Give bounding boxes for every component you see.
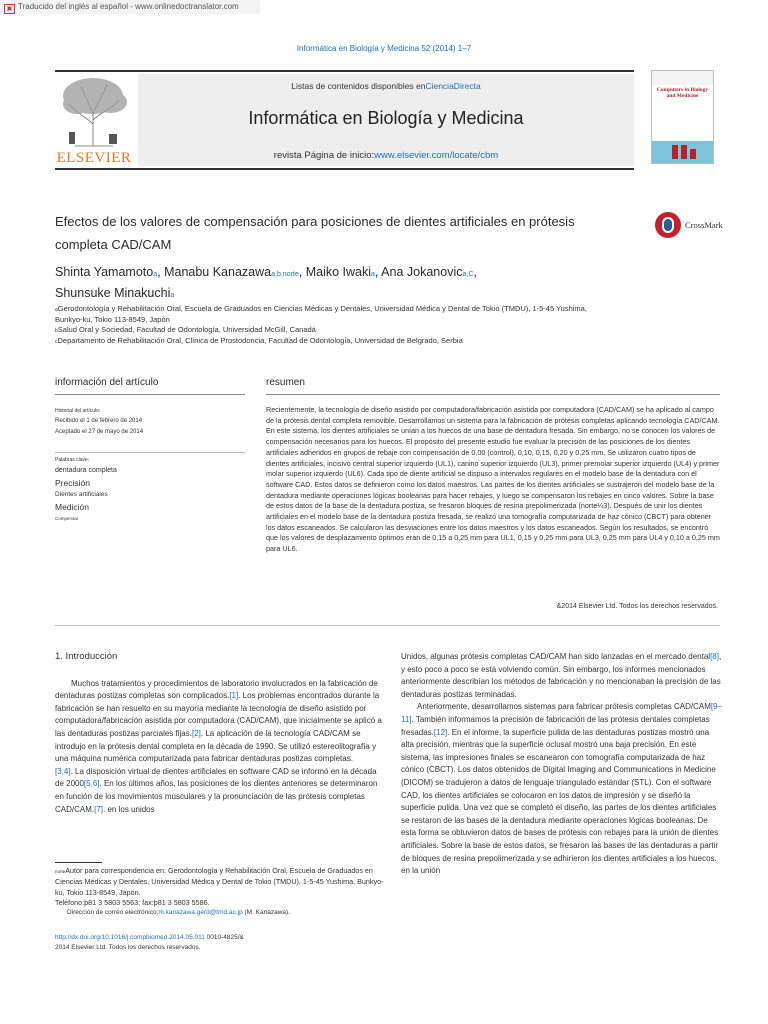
sciencedirect-link[interactable]: CienciaDirecta <box>425 81 481 91</box>
citation-link[interactable]: [8] <box>710 652 719 661</box>
keywords-rule <box>55 452 245 453</box>
body-paragraph: Anteriormente, desarrollamos sistemas para fabricar prótesis completas CAD/CAM[9–11]. También informamos la precisión de fabricación de las prótesis dentales completas fresadas.[12]. En el informe, la superficie pulida de las dentaduras postizas mostró una alta precisión, mientras que la superficie oclusal mostró una baja precisión. En este sistema, las impresiones finales se escanearon con tomografía computarizada de haz cónico (CBCT). Los datos obtenidos de Digital Imaging and Communications in Medicine (DICOM) se tradujeron a datos de lenguaje triangulado estándar (STL). Con el software CAD, los dientes artificiales se colocaron en los datos de impresión y se diseñó la superficie pulida. Una vez que se completó el diseño, las partes de los dientes artificiales se restaron de las bases de la dentadura mediante operaciones lógicas booleanas. De esta forma se obtuvieron datos de bases de prótesis con rebajes para la unión de dientes artificiales. Sobre la base de estos datos, se fresaron las bases de las dentaduras a partir de bloques de resina prepolimerizada y se adhirieron los dientes artificiales a los huecos. en la unión <box>401 702 723 876</box>
author-name: Shunsuke Minakuchi <box>55 286 171 300</box>
affiliations <box>55 304 655 347</box>
abstract-bottom-rule <box>55 625 720 626</box>
author-name: Manabu Kanazawa <box>164 265 272 279</box>
footnote-text: norteAutor para correspondencia en: Gerodontología y Rehabilitación Oral, Escuela de Graduados en Ciencias Médicas y Dentales, Universidad Médica y Dental de Tokio (TMDU), 1-5-45 Yushima, Bunkyo-ku, Tokio 113-8549, Japón. <box>55 866 384 897</box>
abstract-rule <box>266 394 720 395</box>
cover-graphic-block <box>672 145 678 159</box>
affiliation-item: Bunkyo-ku, Tokio 113-8549, Japón <box>55 315 170 324</box>
author-name: Ana Jokanovic <box>381 265 463 279</box>
keywords-label: Palabras clave: <box>55 457 90 463</box>
author-email-link[interactable]: m.kanazawa.gerd@tmd.ac.jp <box>158 909 243 917</box>
issn: 0010-4825/& <box>204 934 244 941</box>
abstract-heading: resumen <box>266 377 305 388</box>
translator-banner[interactable] <box>0 0 260 14</box>
body-paragraph: Muchos tratamientos y procedimientos de laboratorio involucrados en la fabricación de dentaduras postizas completas son complicados.[1]. Los problemas encontrados durante la fabricación se han resuelto en su mayoría mediante la tecnología de diseño asistido por computadora/fabricación asistida por computadora (CAD/CAM), que inicialmente se aplicó a las dentaduras postizas parciales fijas.[2]. La aplicación de la tecnología CAD/CAM se introdujo en la prótesis dental completa en la década de 1990. Se utilizó estereolitografía y una máquina numérica computarizada para fabricar dentaduras postizas completas. [3,4]. La disposición virtual de dientes artificiales en software CAD se informó en la década de 2000[5,6]. En los últimos años, las posiciones de los dientes anteriores se determinaron en función de los movimientos musculares y la pronunciación de las prótesis completas CAD/CAM.[7]. en los unidos <box>55 678 382 814</box>
author-affiliation-mark[interactable]: a <box>170 292 175 299</box>
crossmark-label: CrossMark <box>685 220 723 230</box>
citation-link[interactable]: [5,6] <box>83 779 100 789</box>
cover-top-band <box>652 71 713 85</box>
body-column-right <box>401 651 723 878</box>
article-title-line-2: completa CAD/CAM <box>55 237 172 252</box>
citation-link[interactable]: [2] <box>191 728 201 738</box>
footnote-email-line: Dirección de correo electrónico:m.kanazawa.gerd@tmd.ac.jp (M. Kanazawa). <box>67 909 291 917</box>
correspondence-footnote <box>55 866 385 918</box>
author-list: Shinta Yamamotoa, Manabu Kanazawaa,b,norte, Maiko Iwakia, Ana Jokanovica,C, Shunsuke Minakuchia <box>55 265 477 300</box>
doi-link[interactable]: http://dx.doi.org/10.1016/j.compbiomed.2014.05.011 <box>55 934 205 941</box>
article-history <box>55 407 245 438</box>
doi-copyright: 2014 Elsevier Ltd. Todos los derechos reservados. <box>55 944 201 951</box>
footnote-phone: Teléfono:þ81 3 5803 5563; fax:þ81 3 5803 5586. <box>55 897 210 907</box>
homepage-prefix: revista Página de inicio: <box>273 150 375 161</box>
keyword: Precisión <box>55 478 90 488</box>
article-title-line-1: Efectos de los valores de compensación para posiciones de dientes artificiales en prótesis <box>55 214 575 229</box>
cover-graphic-block <box>690 149 696 159</box>
article-info-rule <box>55 394 245 395</box>
elsevier-wordmark: ELSEVIER <box>56 150 132 166</box>
doi-block <box>55 933 385 953</box>
article-info-heading: información del artículo <box>55 377 159 388</box>
affiliation-item: cDepartamento de Rehabilitación Oral, Clínica de Prostodoncia, Facultad de Odontología, Universidad de Belgrado, Serbia <box>55 336 463 345</box>
journal-title: Informática en Biología y Medicina <box>248 108 524 128</box>
keywords <box>55 456 245 525</box>
body-column-left <box>55 651 385 816</box>
pdf-translate-icon: ▣ <box>4 4 15 14</box>
citation-link[interactable]: [1] <box>229 691 239 701</box>
contents-availability-line <box>138 81 634 91</box>
citation-link[interactable]: [9–11] <box>401 702 723 724</box>
cover-title: Computers in Biology and Medicine <box>656 87 709 99</box>
body-paragraph: Unidos, algunas prótesis completas CAD/CAM han sido lanzadas en el mercado dental[8], y esto poco a poco se está volviendo común. Sin embargo, los informes mencionados anteriormente describían los métodos de fabricación y no mencionaban la precisión de las dentaduras postizas terminadas. <box>401 652 722 699</box>
header-bottom-rule <box>55 168 634 170</box>
translator-banner-text: Traducido del inglés al español - www.onlinedoctranslator.com <box>18 2 239 11</box>
keyword: Medición <box>55 502 90 512</box>
crossmark-icon <box>655 212 681 238</box>
journal-cover-thumbnail <box>651 70 714 164</box>
accepted-date: Aceptado el 27 de mayo de 2014 <box>55 429 144 435</box>
author-name: Shinta Yamamoto <box>55 265 154 279</box>
journal-homepage-link[interactable]: www.elsevier.com/locate/cbm <box>374 150 499 161</box>
citation-link[interactable]: [3,4] <box>55 766 71 776</box>
cover-graphic-block <box>681 145 687 159</box>
author-affiliation-mark[interactable]: a <box>153 271 158 278</box>
author-affiliation-mark[interactable]: a <box>371 271 375 278</box>
author-name: Maiko Iwaki <box>305 265 371 279</box>
section-heading: 1. Introducción <box>55 651 118 662</box>
journal-homepage-line <box>138 150 634 161</box>
history-label: Historial del artículo: <box>55 408 101 414</box>
article-title <box>55 210 595 256</box>
keyword: dentadura completa <box>55 467 117 474</box>
contents-prefix: Listas de contenidos disponibles en <box>291 81 426 91</box>
keyword: Dientes artificiales <box>55 491 108 498</box>
citation-link[interactable]: [12] <box>433 727 448 737</box>
header-top-rule <box>55 70 634 72</box>
author-affiliation-mark[interactable]: a,C <box>462 271 474 278</box>
author-affiliation-mark[interactable]: a,b,norte <box>271 271 299 278</box>
received-date: Recibido el 1 de febrero de 2014 <box>55 418 143 424</box>
journal-reference-link[interactable]: Informática en Biología y Medicina 52 (2014) 1–7 <box>296 44 472 53</box>
affiliation-item: aGerodontología y Rehabilitación Oral, Escuela de Graduados en Ciencias Médicas y Dentales, Universidad Médica y Dental de Tokio (TMDU), 1-5-45 Yushima, <box>55 304 587 313</box>
affiliation-item: bSalud Oral y Sociedad, Facultad de Odontología, Universidad McGill, Canadá <box>55 325 316 334</box>
keyword: Compensar <box>55 516 79 521</box>
footnote-rule <box>55 862 102 863</box>
abstract-text: Recientemente, la tecnología de diseño asistido por computadora/fabricación asistida por computadora (CAD/CAM) se ha aplicado al campo de la prótesis dental completa removible. Desarrollamos un sistema para la fabricación de prótesis completas aplicando tecnología CAD/CAM. En este sistema, los dientes artificiales se unían a los huecos de una base de dentadura fresada. Sin embargo, no se conocen los valores de compensación necesarios para los huecos. El propósito del presente estudio fue evaluar la precisión de las posiciones de los dientes artificiales adheridos en grupos de rebaje con compensación de 0,00 (control), 0,10, 0,15, 0,20 y 0,25 mm. Se utilizaron cuatro tipos de dientes artificiales, incisivo central superior izquierdo (UL1), canino superior izquierdo (UL3), primer premolar superior izquierdo (UL4) y primer molar superior izquierdo (UL6). Cada tipo de diente artificial se dispuso a intervalos regulares en el modelo base de la dentadura con el software CAD. Estos datos se definieron como los datos maestros. Las partes de los dientes artificiales se sustrajeron del modelo base de la dentadura mediante operaciones lógicas booleanas para hacer rebajes, y luego se compensaron los rebajes en cinco valores. Sobre la base de estos datos de la base de la dentadura postiza, se fresaron bloques de resina prepolimerizada (norte¼3). Después de unir los dientes artificiales en el modelo base de la dentadura postiza fresada, se realizó una tomografía computarizada de haz cónico (CBCT) para obtener los datos escaneados. Se calcularon las desviaciones entre los datos maestros y los datos escaneados. Según los resultados, se encontró que los valores de desplazamiento óptimos eran de 0,15 a 0,25 mm para UL1, 0,15 y 0,25 mm para UL3, 0,25 mm para UL4 y 0,10 a 0,25 mm para UL6. <box>266 405 720 554</box>
crossmark-badge[interactable] <box>655 212 730 240</box>
abstract-copyright: &2014 Elsevier Ltd. Todos los derechos reservados. <box>556 603 718 610</box>
citation-link[interactable]: [7] <box>94 804 104 814</box>
